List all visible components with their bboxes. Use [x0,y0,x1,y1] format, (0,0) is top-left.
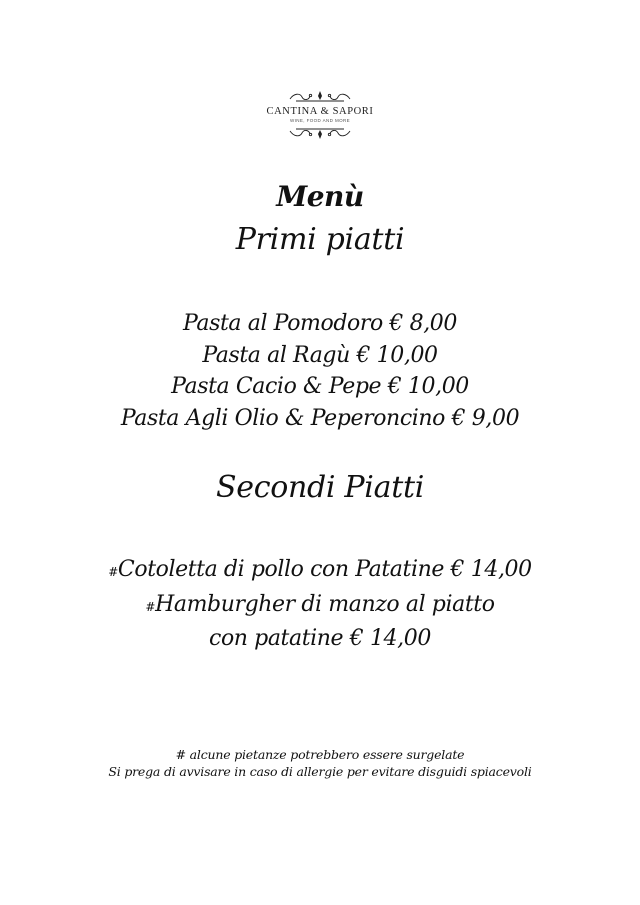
brand-tagline: WINE, FOOD AND MORE [289,118,351,123]
primi-dish-list [0,308,640,434]
dish-item [0,623,640,658]
dish-item: Pasta al Ragù € 10,00 [202,342,438,368]
dish-text: con patatine € 14,00 [209,626,431,651]
frozen-note: # alcune pietanze potrebbero essere surgelate [175,747,465,762]
brand-name: CANTINA & SAPORI [266,106,374,117]
dish-item [0,589,640,624]
restaurant-logo [0,90,640,140]
footnotes [0,746,640,780]
dish-item: Pasta Cacio & Pepe € 10,00 [171,374,469,399]
dish-item [0,554,640,589]
dish-text: Hamburgher di manzo al piatto [155,591,495,617]
frozen-mark: # [145,599,156,614]
primi-section-title: Primi piatti [235,222,405,257]
secondi-dish-list [0,554,640,658]
bottom-ornament-icon [288,126,352,140]
dish-item: Pasta Agli Olio & Peperoncino € 9,00 [120,405,520,431]
top-ornament-icon [288,90,352,104]
secondi-section-title: Secondi Piatti [216,470,424,505]
frozen-mark: # [108,565,118,579]
menu-title: Menù [276,180,364,213]
allergy-note: Si prega di avvisare in caso di allergie per evitare disguidi spiacevoli [108,764,532,779]
dish-item: Pasta al Pomodoro € 8,00 [182,311,458,336]
dish-text: Cotoletta di pollo con Patatine € 14,00 [117,557,532,582]
